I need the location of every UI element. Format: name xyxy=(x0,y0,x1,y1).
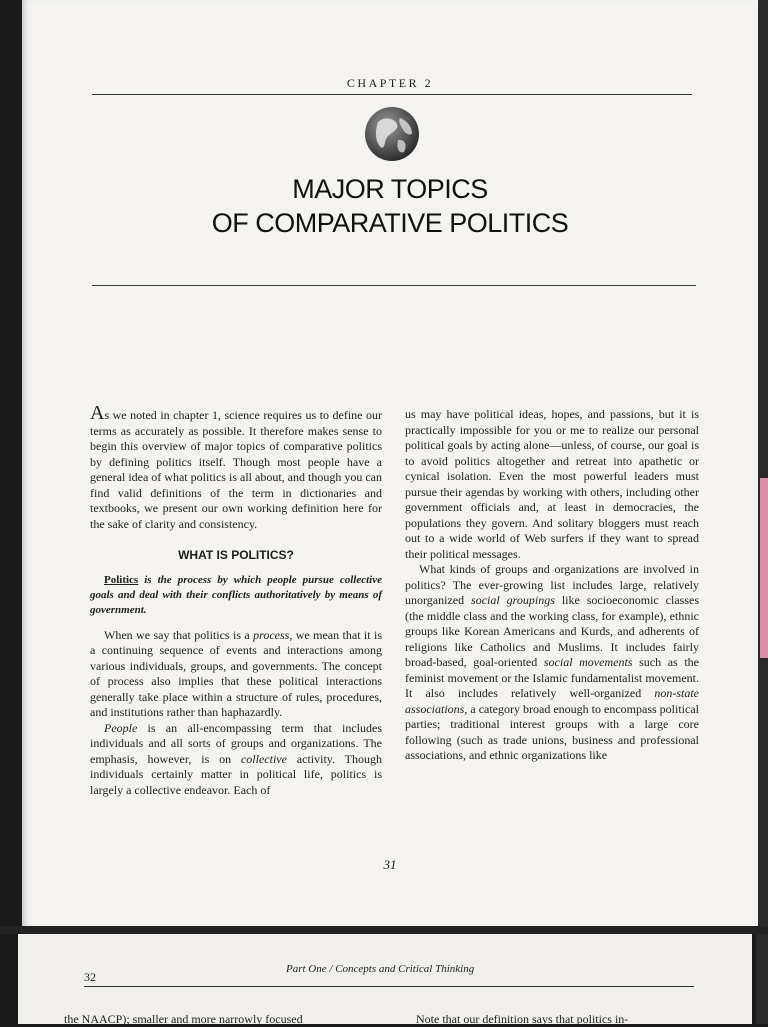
definition-paragraph: Politics is the process by which people pursue collective goals and deal with their conflicts authoritatively by means of government. xyxy=(90,573,382,616)
chapter-title-line-2: OF COMPARATIVE POLITICS xyxy=(211,208,569,238)
next-page-right-text: Note that our definition says that politics in- xyxy=(416,1012,629,1026)
chapter-title-line-1: MAJOR TOPICS xyxy=(292,174,488,204)
left-column xyxy=(90,402,382,798)
running-header-rule xyxy=(84,986,694,987)
book-page-31 xyxy=(22,0,758,926)
page-number: 31 xyxy=(383,857,397,872)
body-paragraph: When we say that politics is a process, we mean that it is a continuing sequence of events and interactions among various individuals, groups, and governments. The concept of process also implies that these political interactions generally take place within a structure of rules, procedures, and institutions rather than haphazardly. xyxy=(90,627,382,719)
body-paragraph: What kinds of groups and organizations are involved in politics? The ever-growing list includes large, relatively unorganized social groupings like socioeconomic classes (the middle class and the working class, for example), ethnic groups like Korean Americans and Kurds, and adherents of religions like Catholics and Muslims. It includes fairly broad-based, goal-oriented social movements such as the feminist movement or the Islamic fundamentalist movement. It also includes relatively well-organized non-state associations, a category broad enough to encompass political parties; traditional interest groups with a large core following (such as trade unions, business and professional associations, and ethnic organizations like xyxy=(405,562,700,762)
definition-term: Politics xyxy=(104,573,139,586)
body-paragraph: People is an all-encompassing term that includes individuals and all sorts of groups and organizations. The emphasis, however, is on collective activity. Though individuals certainly matter in political life, politics is largely a collective endeavor. Each of xyxy=(90,720,382,797)
right-column xyxy=(405,407,699,764)
chapter-label: CHAPTER 2 xyxy=(346,76,434,90)
page-tab-marker xyxy=(760,478,768,658)
book-page-32 xyxy=(18,934,752,1024)
drop-cap: A xyxy=(90,402,105,424)
intro-paragraph: As we noted in chapter 1, science requires us to define our terms as accurately as possible. It therefore makes sense to begin this overview of major topics of comparative politics by defining politics itself. Though most people have a general idea of what politics is all about, and though you can find valid definitions of the term in dictionaries and textbooks, we present our own working definition here for the sake of clarity and consistency. xyxy=(90,402,382,531)
header-rule xyxy=(92,94,692,95)
next-page-number: 32 xyxy=(84,970,96,984)
globe-icon xyxy=(364,106,420,162)
next-page-left-text: the NAACP); smaller and more narrowly focused xyxy=(64,1012,303,1026)
chapter-title xyxy=(22,172,758,240)
running-header: Part One / Concepts and Critical Thinking xyxy=(286,963,475,975)
section-heading: WHAT IS POLITICS? xyxy=(178,548,294,562)
page-gap xyxy=(0,926,768,934)
body-paragraph: us may have political ideas, hopes, and passions, but it is practically impossible for you or me to realize our personal political goals by acting alone—unless, of course, our goal is to avoid politics altogether and retreat into apathetic or cynical isolation. Even the most powerful leaders must pursue their agendas by working with others, including other government officials and, at least in democracies, the populations they govern. And solitary bloggers must reach out to a wide world of Web surfers if they want to spread their political messages. xyxy=(405,407,699,561)
title-rule xyxy=(92,285,696,286)
